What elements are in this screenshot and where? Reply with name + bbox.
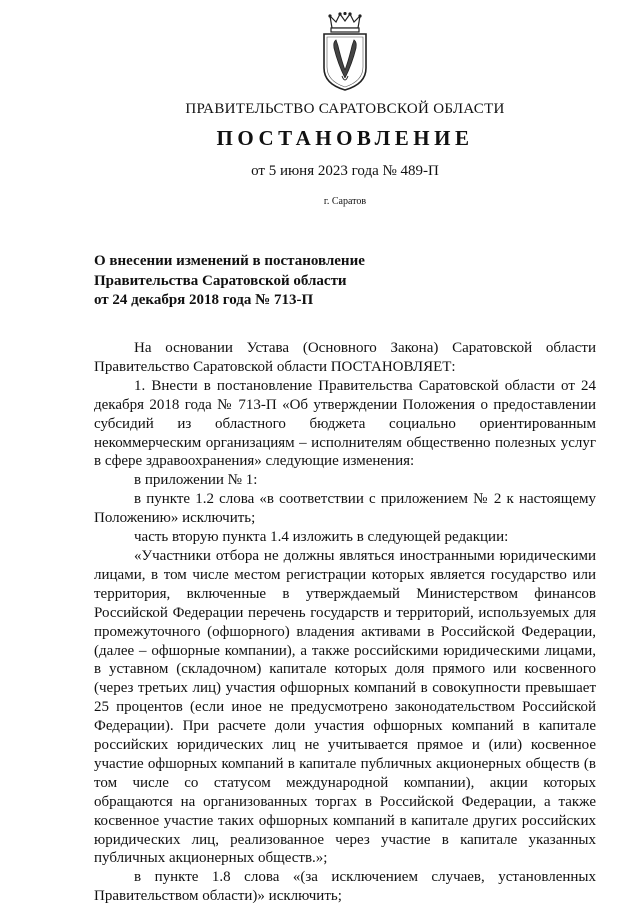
document-body [94, 339, 596, 906]
title-line: от 24 декабря 2018 года № 713-П [94, 292, 314, 308]
body-paragraph: «Участники отбора не должны являться иностранными юридическими лицами, в том числе местом регистрации которых является государство или территория, включенные в утверждаемый Министерством финансов Российской Федерации перечень государств и территорий, используемых для промежуточного (офшорного) владения активами в Российской Федерации, (далее – офшорные компании), а также российскими юридическими лицами, в уставном (складочном) капитале которых доля прямого или косвенного (через третьих лиц) участия офшорных компаний в совокупности превышает 25 процентов (если иное не предусмотрено законодательством Российской Федерации). При расчете доли участия офшорных компаний в капитале российских юридических лиц не учитывается прямое и (или) косвенное участие офшорных компаний в капитале публичных акционерных обществ (в том числе со статусом международной компании), акции которых обращаются на организованных торгах в Российской Федерации, а также косвенное участие таких офшорных компаний в капитале других российских юридических лиц, реализованное через участие в капитале указанных публичных акционерных обществ.»; [94, 547, 596, 867]
government-name: ПРАВИТЕЛЬСТВО САРАТОВСКОЙ ОБЛАСТИ [185, 101, 505, 117]
document-type-heading: ПОСТАНОВЛЕНИЕ [216, 126, 474, 150]
body-paragraph: в пункте 1.8 слова «(за исключением случаев, установленных Правительством области)» исключить; [94, 869, 596, 905]
title-line: Правительства Саратовской области [94, 272, 347, 289]
body-paragraph: часть вторую пункта 1.4 изложить в следующей редакции: [134, 529, 509, 546]
title-line: О внесении изменений в постановление [94, 253, 365, 269]
document-title [94, 252, 365, 311]
document-city: г. Саратов [323, 196, 367, 207]
body-paragraph: в приложении № 1: [134, 472, 258, 489]
body-paragraph: в пункте 1.2 слова «в соответствии с приложением № 2 к настоящему Положению» исключить; [94, 491, 596, 527]
body-paragraph: На основании Устава (Основного Закона) Саратовской области Правительство Саратовской области ПОСТАНОВЛЯЕТ: [94, 340, 596, 375]
document-date-number: от 5 июня 2023 года № 489-П [251, 163, 439, 179]
body-paragraph: 1. Внести в постановление Правительства Саратовской области от 24 декабря 2018 года № 713-П «Об утверждении Положения о предоставлении субсидий из областного бюджета социально ориентированным некоммерческим организациям – исполнителям общественно полезных услуг в сфере здравоохранения» следующие изменения: [94, 377, 596, 470]
coat-of-arms-emblem [318, 12, 372, 92]
